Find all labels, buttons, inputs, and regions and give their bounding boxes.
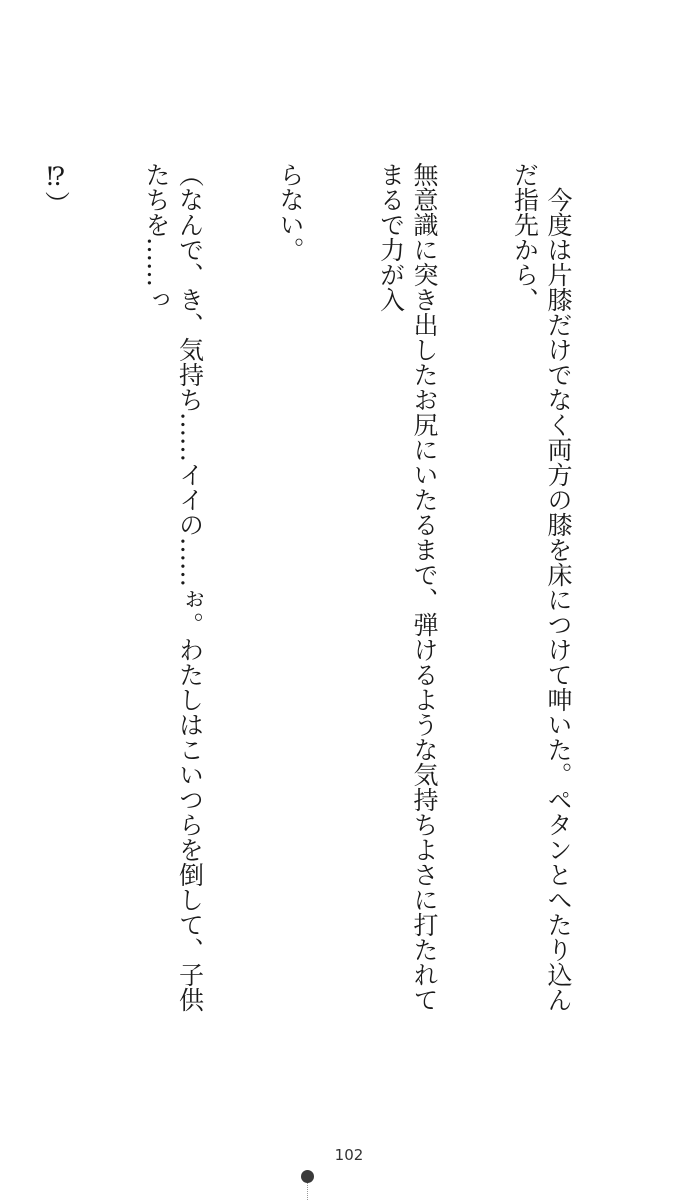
text-line: らない。 [276,162,305,262]
novel-body-text [41,162,642,1022]
page-marker-dot-icon [301,1170,314,1183]
text-line: （なんで、き、気持ち……イイの……ぉ。わたしはこいつらを倒して、子供たちを……っ [142,162,205,1012]
text-line: 無意識に突き出したお尻にいたるまで、弾けるような気持ちよさに打たれてまるで力が入 [376,162,439,1012]
page-marker-line [307,1183,308,1200]
text-line: 今度は片膝だけでなく両方の膝を床につけて呻いた。ペタンとへたり込んだ指先から、 [510,162,573,1012]
text-line: ⁉） [41,162,71,216]
page-number: 102 [334,1146,364,1164]
